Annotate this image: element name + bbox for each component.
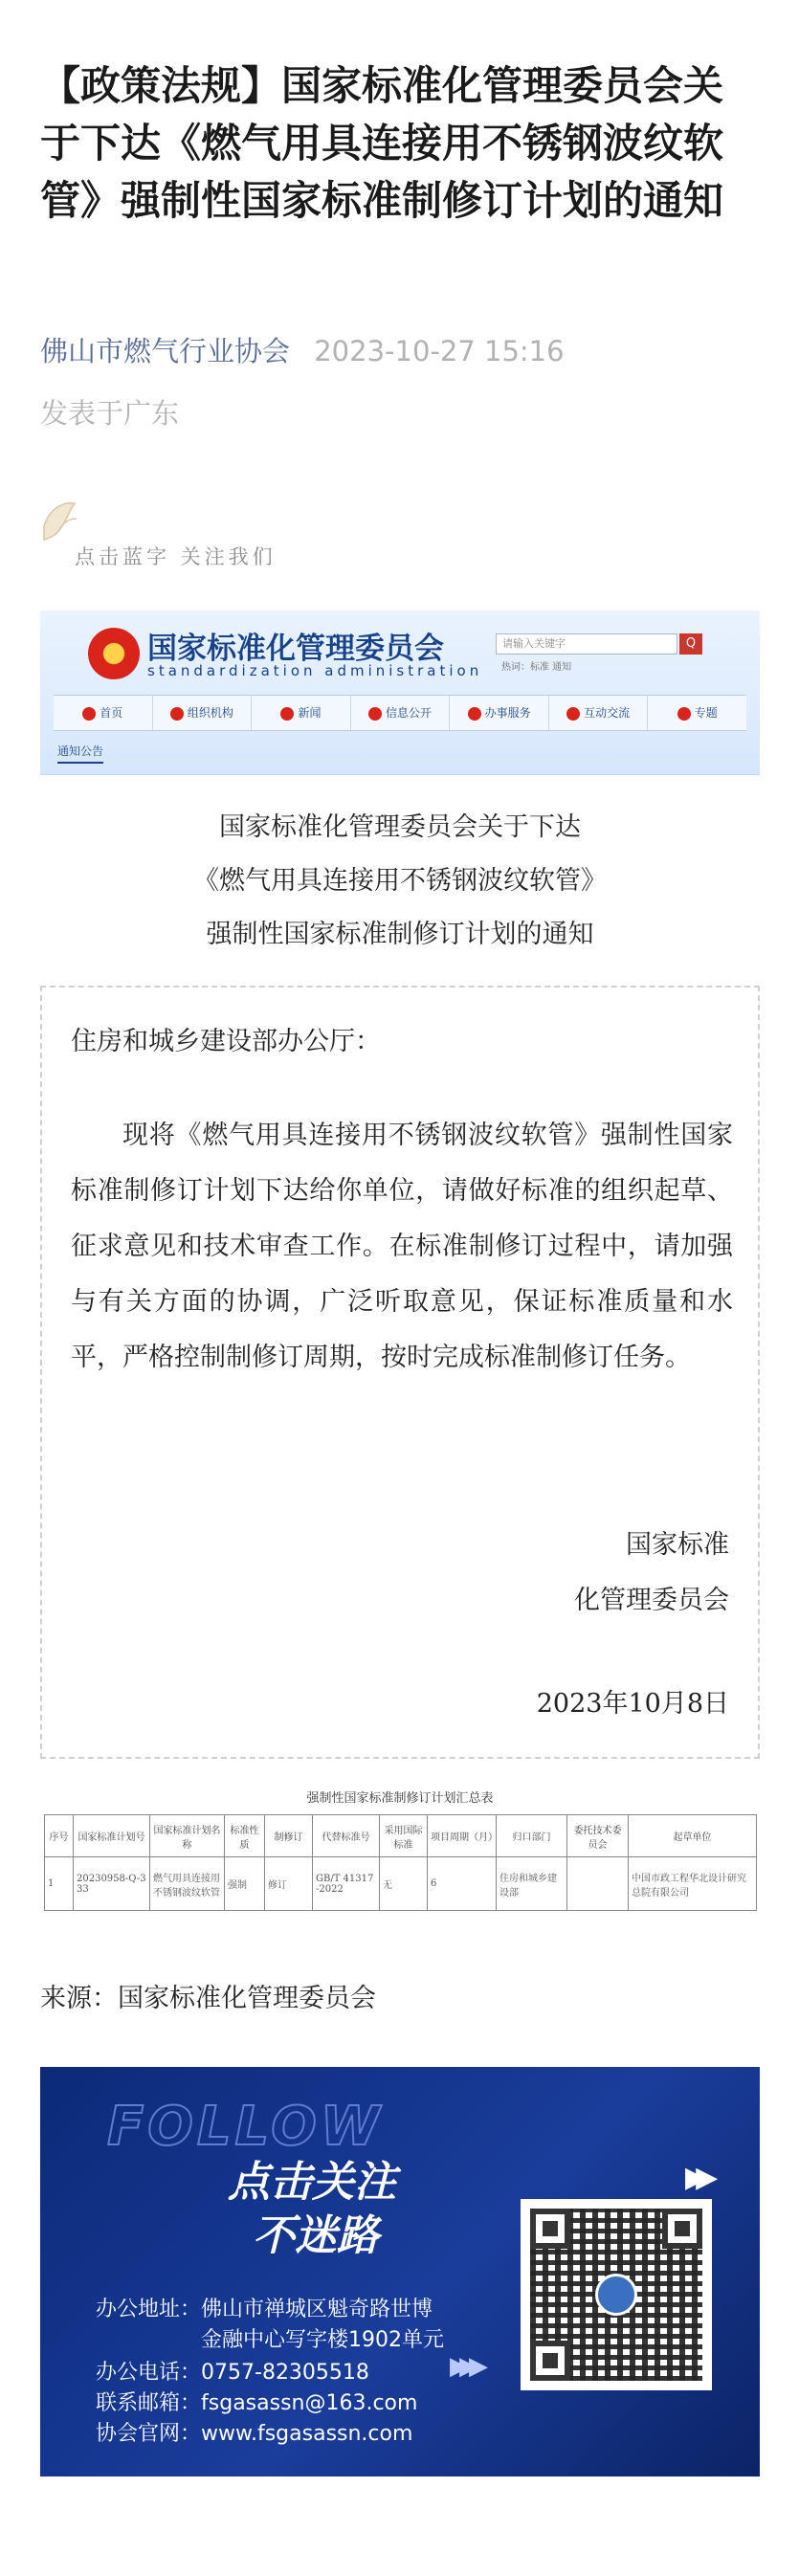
notice-letter [40, 986, 760, 1759]
table-cell: 修订 [265, 1857, 313, 1911]
table-header-cell: 归口部门 [497, 1815, 567, 1857]
table-header-cell: 制修订 [265, 1815, 313, 1857]
qr-finder-top-right [662, 2209, 702, 2249]
home-icon [82, 707, 96, 721]
article-source: 来源：国家标准化管理委员会 [40, 1984, 376, 2013]
official-website-row: 协会官网：www.fsgasassn.com [96, 2422, 413, 2446]
table-row [45, 1857, 757, 1911]
sac-nav-home: 首页 [54, 696, 153, 730]
table-header-cell: 国家标准计划名称 [150, 1815, 225, 1857]
sac-search-input: 请输入关键字 [496, 633, 677, 655]
table-cell: 20230958-Q-333 [74, 1857, 150, 1911]
table-header-cell: 采用国际标准 [380, 1815, 428, 1857]
office-phone-row: 办公电话：0757-82305518 [96, 2361, 369, 2385]
table-header-cell: 代替标准号 [313, 1815, 380, 1857]
sac-website-banner [40, 611, 760, 775]
table-header-cell: 起草单位 [629, 1815, 757, 1857]
topic-icon [677, 707, 691, 721]
table-cell: 1 [45, 1857, 74, 1911]
letter-signature-line-2: 化管理委员会 [574, 1586, 729, 1615]
sac-nav-info: 信息公开 [351, 696, 451, 730]
table-cell: 住房和城乡建设部 [497, 1857, 567, 1911]
table-header-cell: 项目周期（月） [428, 1815, 497, 1857]
table-header-cell: 国家标准计划号 [74, 1815, 150, 1857]
national-emblem-icon [88, 628, 140, 679]
info-icon [368, 707, 382, 721]
table-cell: 无 [380, 1857, 428, 1911]
table-cell [567, 1857, 629, 1911]
doc-heading-line-2: 《燃气用具连接用不锈钢波纹软管》 [193, 866, 607, 896]
table-cell: 燃气用具连接用不锈钢波纹软管 [150, 1857, 225, 1911]
qr-code-pattern [530, 2209, 702, 2381]
doc-heading-line-1: 国家标准化管理委员会关于下达 [219, 812, 581, 842]
table-header-cell: 标准性质 [225, 1815, 265, 1857]
table-header-cell: 委托技术委员会 [567, 1815, 629, 1857]
table-cell: 中国市政工程华北设计研究总院有限公司 [629, 1857, 757, 1911]
follow-slogan-line-1: 点击关注 [228, 2158, 396, 2207]
service-icon [468, 707, 481, 721]
sac-name: 国家标准化管理委员会 [147, 632, 444, 666]
sac-hot-words: 热词：标准 通知 [501, 662, 572, 673]
office-address-row: 办公地址：佛山市禅城区魁奇路世博 [96, 2298, 433, 2321]
contact-email-row: 联系邮箱：fsgasassn@163.com [96, 2391, 418, 2415]
sac-english-name: standardization administration [147, 662, 483, 679]
letter-recipient: 住房和城乡建设部办公厅： [71, 1027, 381, 1056]
follow-word: FOLLOW [107, 2096, 384, 2158]
double-chevron-right-icon: ▶▶ [685, 2161, 707, 2194]
follow-banner [40, 2067, 760, 2476]
sac-nav-bar [54, 695, 746, 731]
letter-date: 2023年10月8日 [536, 1689, 729, 1719]
qr-finder-top-left [530, 2209, 570, 2249]
sac-nav-org: 组织机构 [153, 696, 253, 730]
follow-hint[interactable]: 点击蓝字 关注我们 [75, 545, 277, 568]
table-cell: 6 [428, 1857, 497, 1911]
sac-nav-news: 新闻 [252, 696, 351, 730]
search-icon: Q [679, 633, 702, 655]
follow-slogan-line-2: 不迷路 [253, 2211, 379, 2260]
table-cell: 强制 [225, 1857, 265, 1911]
triple-chevron-right-icon: ▶▶▶ [450, 2352, 478, 2381]
qr-code[interactable] [521, 2199, 712, 2390]
org-icon [170, 707, 184, 721]
publish-datetime: 2023-10-27 15:16 [314, 335, 565, 367]
plan-table-title: 强制性国家标准制修订计划汇总表 [306, 1791, 494, 1806]
bird-icon [40, 498, 80, 542]
plan-table-header [45, 1815, 757, 1857]
sac-sub-tab: 通知公告 [57, 743, 103, 764]
qr-finder-bottom-left [530, 2341, 570, 2381]
office-address-line-2: 金融中心写字楼1902单元 [201, 2328, 444, 2352]
sac-nav-service: 办事服务 [450, 696, 549, 730]
publish-location: 发表于广东 [40, 397, 180, 430]
letter-signature-line-1: 国家标准 [626, 1530, 729, 1560]
table-cell: GB/T 41317-2022 [313, 1857, 380, 1911]
doc-heading-line-3: 强制性国家标准制修订计划的通知 [206, 920, 594, 949]
sac-nav-interact: 互动交流 [549, 696, 649, 730]
sac-nav-topic: 专题 [648, 696, 746, 730]
news-icon [280, 707, 294, 721]
plan-table [44, 1814, 757, 1911]
article-title: 【政策法规】国家标准化管理委员会关于下达《燃气用具连接用不锈钢波纹软管》强制性国家标准制修订计划的通知 [40, 62, 724, 224]
letter-body: 现将《燃气用具连接用不锈钢波纹软管》强制性国家标准制修订计划下达给你单位，请做好标准的组织起草、征求意见和技术审查工作。在标准制修订过程中，请加强与有关方面的协调，广泛听取意见，保证标准质量和水平，严格控制制修订周期，按时完成标准制修订任务。 [71, 1121, 733, 1372]
table-header-cell: 序号 [45, 1815, 74, 1857]
association-logo-icon [595, 2274, 637, 2316]
author-link[interactable]: 佛山市燃气行业协会 [40, 335, 291, 367]
interact-icon [566, 707, 580, 721]
article-meta [40, 330, 565, 369]
